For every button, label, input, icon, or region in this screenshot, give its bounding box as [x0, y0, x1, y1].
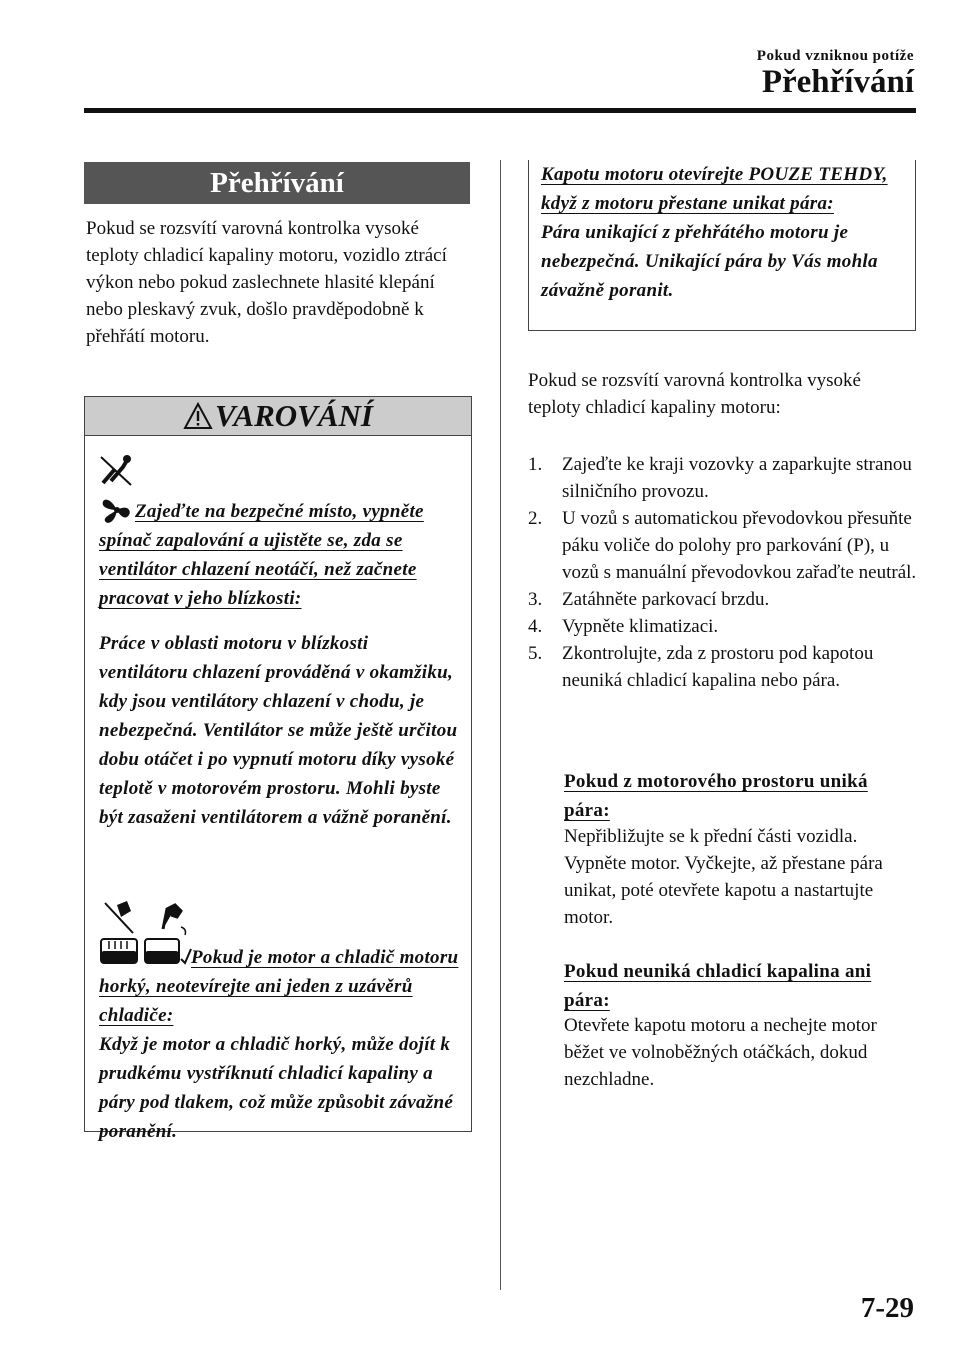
list-item: 2. U vozů s automatickou převodovkou přesuňte páku voliče do polohy pro parkování (P), u vozů s manuální převodovkou zařaďte neutrál.: [528, 508, 917, 583]
no-tools-icon: [99, 453, 135, 487]
caution-body: Pára unikající z přehřátého motoru je nebezpečná. Unikající pára by Vás mohla závažně poranit.: [541, 222, 878, 301]
list-item: 5. Zkontrolujte, zda z prostoru pod kapotou neuniká chladicí kapalina nebo pára.: [528, 643, 874, 691]
case1-body: Nepřibližujte se k přední části vozidla. Vypněte motor. Vyčkejte, až přestane pára unikat, poté otevřete kapotu a nastartujte motor.: [564, 826, 883, 928]
caution-title: Kapotu motoru otevírejte POUZE TEHDY, když z motoru přestane unikat pára:: [541, 164, 888, 214]
case2-title: Pokud neuniká chladicí kapalina ani pára:: [564, 961, 872, 1011]
warning-box: [84, 396, 472, 1142]
warning-item1-title: Zajeďte na bezpečné místo, vypněte spínač zapalování a ujistěte se, zda se ventilátor chlazení neotáčí, než začnete pracovat v jeho blízkosti:: [99, 501, 424, 609]
section-title: Přehřívání: [84, 162, 470, 204]
running-header-section: Pokud vzniknou potíže: [756, 48, 914, 64]
case2-body: Otevřete kapotu motoru a nechejte motor běžet ve volnoběžných otáčkách, dokud nezchladne.: [564, 1015, 877, 1090]
steps-list: [528, 451, 918, 694]
caution-box: [528, 160, 916, 331]
list-item: 1. Zajeďte ke kraji vozovky a zaparkujte stranou silničního provozu.: [528, 454, 912, 502]
intro-paragraph: Pokud se rozsvítí varovná kontrolka vysoké teploty chladicí kapaliny motoru, vozidlo ztrácí výkon nebo pokud zaslechnete hlasité klepání nebo pleskavý zvuk, došlo pravděpodobně k přehřátí motoru.: [86, 218, 447, 347]
warning-item1-body: Práce v oblasti motoru v blízkosti ventilátoru chlazení prováděná v okamžiku, kdy jsou ventilátory chlazení v chodu, je nebezpečná. Ventilátor se může ještě určitou dobu otáčet i po vypnutí motoru díky vysoké teplotě v motorovém prostoru. Mohli byste být zasaženi ventilátorem a vážně poranění.: [99, 633, 458, 828]
list-item: 4. Vypněte klimatizaci.: [528, 616, 719, 637]
warning-item2-body: Když je motor a chladič horký, může dojít k prudkému vystříknutí chladicí kapaliny a páry pod tlakem, což může způsobit závažné poranění.: [99, 1034, 454, 1142]
warning-triangle-icon: [183, 402, 213, 430]
column-divider: [500, 160, 501, 1290]
running-header-title: Přehřívání: [761, 64, 914, 100]
case1-title: Pokud z motorového prostoru uniká pára:: [564, 771, 868, 821]
page-number: 7-29: [860, 1292, 914, 1324]
list-item: 3. Zatáhněte parkovací brzdu.: [528, 589, 770, 610]
lead-paragraph: Pokud se rozsvítí varovná kontrolka vysoké teploty chladicí kapaliny motoru:: [528, 370, 861, 418]
header-rule: [84, 108, 916, 113]
warning-heading-text: VAROVÁNÍ: [215, 398, 373, 433]
warning-item2-title: Pokud je motor a chladič motoru horký, neotevírejte ani jeden z uzávěrů chladiče:: [99, 947, 459, 1026]
warning-heading: [85, 397, 471, 436]
